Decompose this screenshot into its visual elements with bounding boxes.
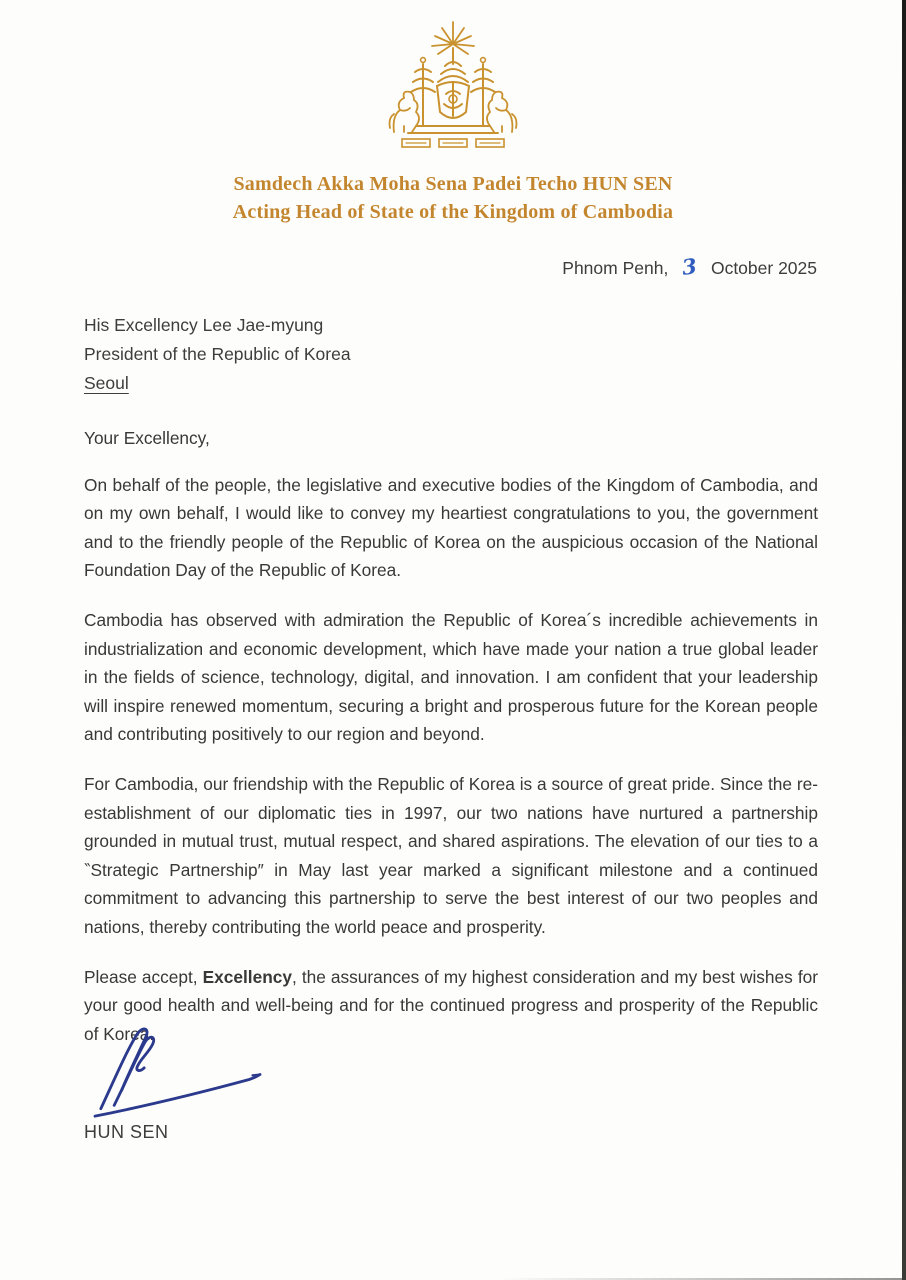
- letterhead-title-line1: Samdech Akka Moha Sena Padei Techo HUN SEN: [233, 173, 673, 195]
- signature-block: [70, 1022, 370, 1143]
- paragraph-2: Cambodia has observed with admiration the Republic of Korea´s incredible achievements in industrialization and economic development, which have made your nation a true global leader in the fields of science, technology, digital, and innovation. I am confident that your leadership will inspire renewed momentum, securing a bright and prosperous future for the Korean people and contributing positively to our region and beyond.: [84, 609, 818, 745]
- paragraph-3: For Cambodia, our friendship with the Republic of Korea is a source of great pride. Since the re-establishment of our diplomatic ties in 1997, our two nations have nurtured a partnership grounded in mutual trust, mutual respect, and shared aspirations. The elevation of our ties to a ‶Strategic Partnership″ in May last year marked a significant milestone and a continued commitment to advancing this partnership to serve the best interest of our two peoples and nations, thereby contributing the world peace and prosperity.: [84, 773, 818, 937]
- paragraph-4-lead: Please accept,: [84, 966, 203, 987]
- crest-left-umbrella: [411, 58, 435, 126]
- salutation: Your Excellency,: [84, 428, 210, 448]
- crest-right-lion: [487, 92, 517, 132]
- cambodia-royal-arms-icon: [382, 20, 524, 162]
- recipient-city: Seoul: [84, 373, 129, 393]
- hun-sen-signature-icon: [70, 1022, 300, 1122]
- crest-left-lion: [390, 92, 420, 132]
- recipient-name: His Excellency Lee Jae-myung: [84, 315, 324, 335]
- dateline: [562, 254, 817, 279]
- paragraph-1: On behalf of the people, the legislative and executive bodies of the Kingdom of Cambodia, and on my own behalf, I would like to convey my heartiest congratulations to you, the government and to the friendly people of the Republic of Korea on the auspicious occasion of the National Foundation Day of the Republic of Korea.: [84, 474, 818, 581]
- dateline-place: Phnom Penh,: [562, 258, 669, 278]
- crest-central-spire: [438, 48, 468, 82]
- recipient-block: [84, 311, 351, 398]
- letter-body: [84, 424, 818, 1048]
- paragraph-4-excellency: Excellency: [202, 966, 292, 987]
- scan-edge: [902, 0, 906, 1280]
- crest-urn: [437, 82, 469, 118]
- handwritten-day: 3: [680, 253, 699, 280]
- dateline-month-year: October 2025: [710, 258, 817, 278]
- recipient-title: President of the Republic of Korea: [84, 344, 351, 364]
- letterhead-title-line2: Acting Head of State of the Kingdom of Cambodia: [232, 201, 674, 223]
- crest-right-umbrella: [471, 58, 495, 126]
- crest-pedestal: [402, 126, 504, 147]
- signatory-name: HUN SEN: [84, 1122, 169, 1142]
- paragraph-4-rest: , the assurances of my highest consideration and my best wishes for your good health and well-being and for the continued progress and prosperity of the Republic of Korea.: [84, 966, 818, 1044]
